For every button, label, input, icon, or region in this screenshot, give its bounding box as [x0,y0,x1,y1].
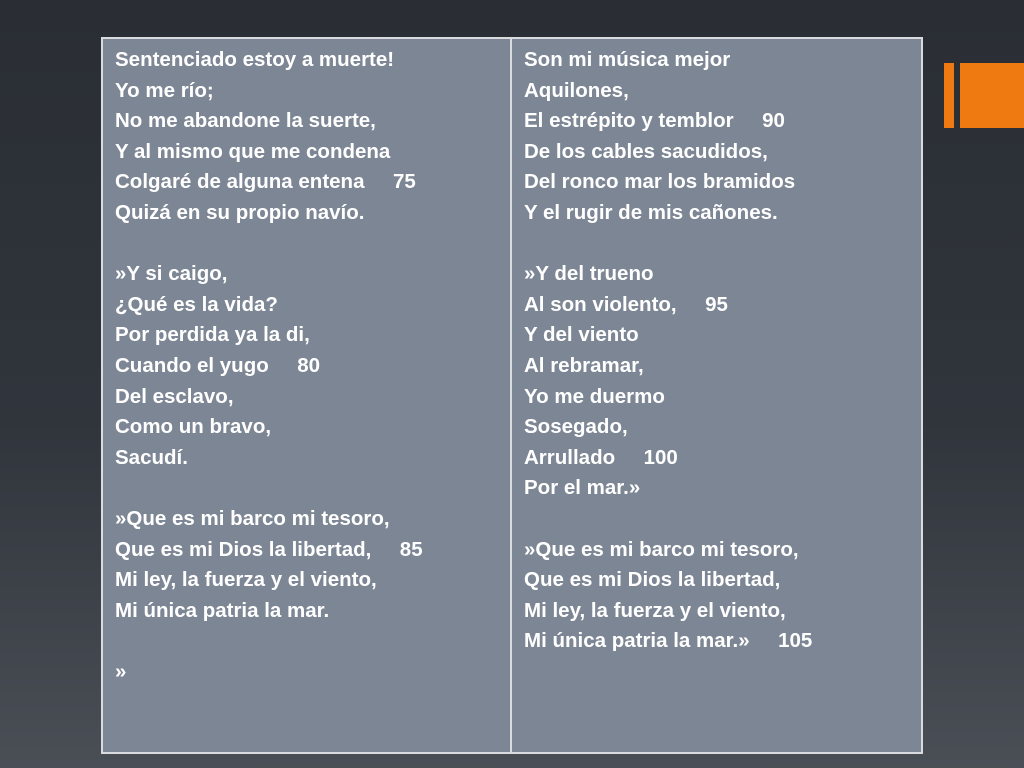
poem-column-left [103,39,512,752]
poem-line: Por perdida ya la di, [115,323,310,347]
poem-line: Al son violento, 95 [524,292,728,316]
poem-line: »Que es mi barco mi tesoro, [115,506,390,530]
poem-line: »Y del trueno [524,262,654,286]
poem-line: Y del viento [524,323,639,347]
poem-line: Arrullado 100 [524,445,678,469]
poem-line: No me abandone la suerte, [115,109,376,133]
poem-line: Por el mar.» [524,476,641,500]
poem-line: Mi única patria la mar.» 105 [524,629,813,653]
poem-table [101,37,923,754]
poem-line: Mi ley, la fuerza y el viento, [115,568,377,592]
poem-line: Sentenciado estoy a muerte! [115,48,395,71]
stanza-break [115,229,500,260]
poem-line: Del esclavo, [115,384,234,408]
poem-line: Yo me duermo [524,384,665,408]
poem-line: Colgaré de alguna entena 75 [115,170,416,194]
poem-line: De los cables sacudidos, [524,139,768,163]
poem-line: Quizá en su propio navío. [115,200,365,224]
poem-line: Del ronco mar los bramidos [524,170,796,194]
poem-line: Sacudí. [115,445,188,469]
poem-line: Sosegado, [524,415,628,439]
poem-line: El estrépito y temblor 90 [524,109,785,133]
poem-line: Cuando el yugo 80 [115,353,321,377]
poem-line: »Y si caigo, [115,262,228,286]
poem-line: Mi ley, la fuerza y el viento, [524,598,786,622]
stanza-break [115,626,500,657]
stanza-break [524,229,911,260]
poem-line: Y el rugir de mis cañones. [524,200,778,224]
poem-line: Al rebramar, [524,353,644,377]
poem-line: Mi única patria la mar. [115,598,330,622]
poem-line: Aquilones, [524,78,629,102]
accent-bar-thin [944,63,954,128]
poem-line: Que es mi Dios la libertad, 85 [115,537,423,561]
poem-line: ¿Qué es la vida? [115,292,278,316]
poem-line: Yo me río; [115,78,214,102]
poem-line: Que es mi Dios la libertad, [524,568,781,592]
stanza-break [115,473,500,504]
poem-line: Como un bravo, [115,415,272,439]
poem-column-right [512,39,921,752]
poem-line: Y al mismo que me condena [115,139,391,163]
poem-line: » [115,659,127,683]
accent-bar-thick [960,63,1024,128]
stanza-break [524,504,911,535]
poem-line: »Que es mi barco mi tesoro, [524,537,799,561]
poem-line: Son mi música mejor [524,48,731,71]
